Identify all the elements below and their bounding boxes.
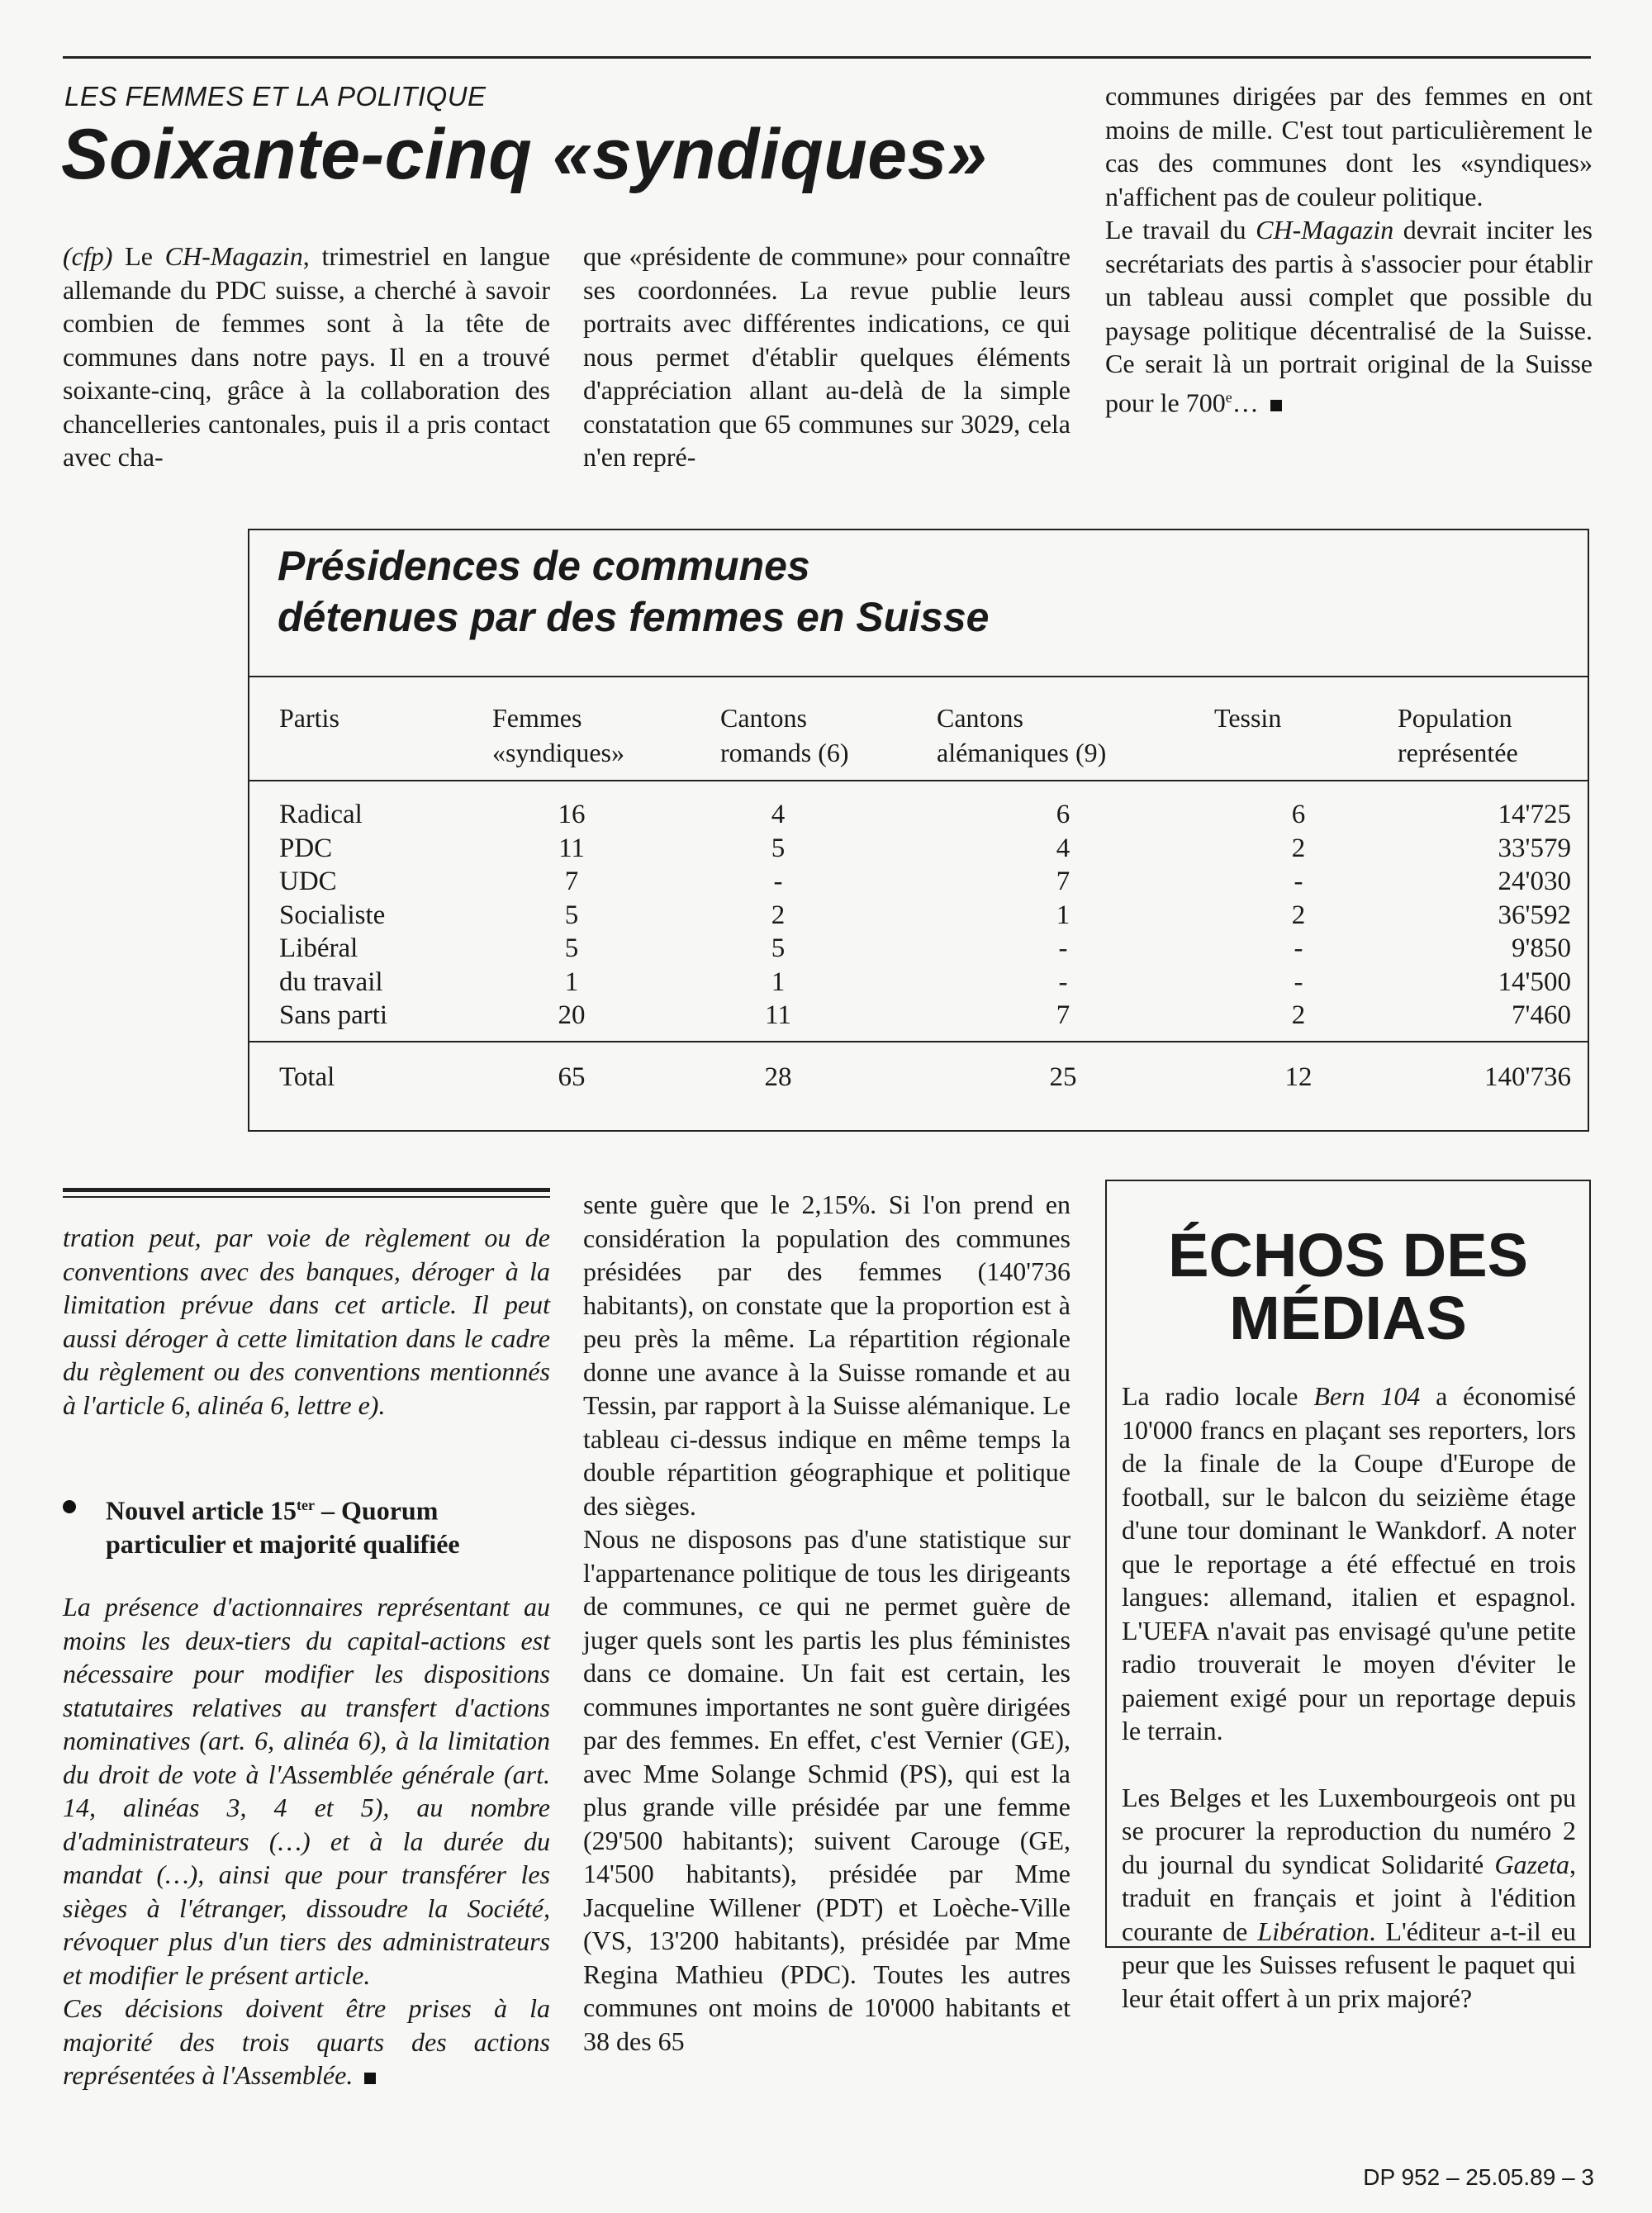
- echos-title-line-2: MÉDIAS: [1229, 1284, 1467, 1352]
- table-cell: 6: [1056, 800, 1070, 829]
- table-cell: 2: [1291, 833, 1306, 863]
- table-cell: 1: [564, 966, 579, 997]
- table-cell: 14'725: [1498, 800, 1571, 829]
- table-cell: 9'850: [1512, 933, 1571, 963]
- double-rule: [63, 1188, 550, 1199]
- table-cell: 5: [564, 900, 579, 930]
- top-rule: [63, 56, 1591, 59]
- table-title: [278, 540, 989, 643]
- party-name: Libéral: [279, 933, 358, 963]
- continuation-paragraph-1: sente guère que le 2,15%. Si l'on prend en considération la population des communes présidées par des femmes (140'736 habitants), on constate que la proportion est à peu près la même. La répartition régionale donne une avance à la Suisse romande et au Tessin, par rapport à la Suisse alémanique. Le tableau ci-dessus indique en même temps la double répartition géographique et politique des sièges.: [583, 1190, 1070, 1521]
- table-cell: 2: [1291, 900, 1306, 930]
- intro-paragraph-2: que «présidente de commune» pour connaître ses coordonnées. La revue publie leurs portraits avec différentes indications, ce qui nous permet d'établir quelques éléments d'appréciation allant au-delà de la simple constatation que 65 communes sur 3029, cela n'en repré-: [583, 241, 1070, 472]
- continuation-paragraph-2: Nous ne disposons pas d'une statistique sur l'appartenance politique de tous les dirigeants de communes, ce qui ne permet guère de juger quels sont les partis les plus féministes dans ce domaine. Un fait est certain, les communes importantes ne sont guère dirigées par des femmes. En effet, c'est Vernier (GE), avec Mme Solange Schmid (PS), qui est la plus grande ville présidée par une femme (29'500 habitants); suivent Carouge (GE, 14'500 habitants), présidée par Mme Jacqueline Willener (PDT) et Loèche-Ville (VS, 13'200 habitants), présidée par Mme Regina Mathieu (PDC). Toutes les autres communes ont moins de 10'000 habitants et 38 des 65: [583, 1524, 1070, 2056]
- column-header: Cantons alémaniques (9): [937, 703, 1107, 767]
- echos-medias-box: [1105, 1180, 1591, 2013]
- table-rule: [249, 676, 1588, 677]
- party-name: Socialiste: [279, 900, 386, 930]
- table-cell: 14'500: [1498, 966, 1571, 997]
- echos-body: [1122, 1380, 1576, 2048]
- intro-column-3: [1105, 79, 1593, 420]
- total-cell: 25: [1049, 1062, 1077, 1092]
- headline: Soixante-cinq «syndiques»: [61, 115, 988, 194]
- intro-paragraph-4: [1105, 213, 1593, 420]
- total-label: Total: [279, 1062, 335, 1092]
- text-run: , trimestriel en langue allemande du PDC suisse, a cherché à savoir combien de femmes sont à la tête de communes dans notre pays. Il en a trouvé soixante-cinq, grâce à la collaboration des chancelleries cantonales, puis il a pris contact avec cha-: [63, 241, 551, 472]
- table-cell: 5: [771, 933, 786, 963]
- magazine-name: CH-Magazin: [1256, 215, 1394, 245]
- column-header: Cantons romands (6): [720, 703, 849, 767]
- table-cell: -: [1058, 933, 1068, 963]
- kicker: LES FEMMES ET LA POLITIQUE: [64, 81, 487, 112]
- page-footer: DP 952 – 25.05.89 – 3: [1363, 2164, 1594, 2190]
- party-name: UDC: [279, 867, 337, 896]
- table-cell: 2: [1291, 1000, 1306, 1030]
- text-run: Le: [112, 241, 165, 271]
- table-cell: 20: [558, 1000, 586, 1030]
- intro-paragraph-1: [63, 240, 550, 474]
- text-run: …: [1232, 387, 1259, 418]
- bullet-heading-text: [106, 1489, 552, 1560]
- text-run: a économisé 10'000 francs en plaçant ses reporters, lors de la finale de la Coupe d'Europe de football, sur le balcon du seizième étage d'une tour dominant le Wankdorf. A noter que le reportage a été effectué en trois langues: allemand, italien et espagnol. L'UEFA n'avait pas envisagé qu'une petite radio trouverait le moyen d'éviter le paiement exigé pour un reportage depuis le terrain.: [1122, 1381, 1577, 1745]
- party-name: du travail: [279, 966, 383, 997]
- echos-paragraph-1: [1122, 1380, 1576, 1748]
- party-name: Sans parti: [279, 1000, 388, 1030]
- text-run: Les Belges et les Luxembourgeois ont pu se procurer la reproduction du numéro 2 du journal du syndicat Solidarité: [1122, 1782, 1576, 1879]
- intro-paragraph-3: communes dirigées par des femmes en ont moins de mille. C'est tout particulièrement le cas des communes dont les «syndiques» n'affichent pas de couleur politique.: [1105, 81, 1593, 211]
- law-column: [63, 1221, 550, 1422]
- table-box: [248, 529, 1589, 1132]
- table-cell: -: [773, 867, 783, 896]
- text-run: . L'éditeur a-t-il eu peur que les Suisses refusent le paquet qui leur était offert à un prix majoré?: [1122, 1916, 1577, 2013]
- total-cell: 28: [764, 1062, 792, 1092]
- table-cell: 5: [771, 833, 786, 863]
- text-run: – Quorum particulier et majorité qualifiée: [106, 1495, 460, 1559]
- table-cell: 5: [564, 933, 579, 963]
- table-cell: 16: [558, 800, 586, 829]
- law-paragraph-3: [63, 1992, 550, 2092]
- text-run: , traduit en français et joint à l'édition courante de: [1122, 1849, 1576, 1946]
- table-cell: 7: [1056, 867, 1070, 896]
- law-column-2: [63, 1590, 550, 2092]
- table-cell: -: [1294, 933, 1303, 963]
- table-cell: 6: [1291, 800, 1306, 829]
- superscript: ter: [297, 1497, 316, 1513]
- radio-name: Bern 104: [1313, 1381, 1421, 1411]
- newspaper-name: Gazeta: [1494, 1849, 1569, 1879]
- text-run: devrait inciter les secrétariats des partis à s'associer pour établir un tableau aussi complet que possible du paysage politique décentralisé de la Suisse. Ce serait là un portrait original de la Suisse pour le 700: [1105, 215, 1593, 418]
- column-header: Femmes «syndiques»: [492, 703, 624, 767]
- party-name: PDC: [279, 833, 333, 863]
- table-cell: 7: [564, 867, 579, 896]
- table-cell: 24'030: [1498, 867, 1571, 896]
- table-cell: 36'592: [1498, 900, 1571, 930]
- total-cell: 65: [558, 1062, 586, 1092]
- text-run: Le travail du: [1105, 215, 1256, 245]
- table-title-line-1: Présidences de communes: [278, 543, 810, 589]
- end-mark-icon: [1270, 400, 1282, 411]
- bullet-icon: [63, 1500, 76, 1513]
- newspaper-name: Libération: [1257, 1916, 1370, 1946]
- total-cell: 140'736: [1484, 1062, 1571, 1092]
- end-mark-icon: [364, 2073, 376, 2084]
- table-rule: [249, 780, 1588, 781]
- intro-column-2: [583, 240, 1070, 474]
- continuation-column: [583, 1188, 1070, 2058]
- table-cell: 1: [1056, 900, 1070, 930]
- table-cell: 11: [765, 1000, 791, 1030]
- column-header: Tessin: [1214, 703, 1282, 733]
- table-cell: 7'460: [1512, 1000, 1571, 1030]
- table-rule: [249, 1041, 1588, 1042]
- table-cell: 4: [771, 800, 786, 829]
- table-cell: 2: [771, 900, 786, 930]
- byline: (cfp): [63, 241, 113, 271]
- magazine-name: CH-Magazin: [164, 241, 303, 271]
- table-cell: -: [1294, 966, 1303, 997]
- table-cell: 7: [1056, 1000, 1070, 1030]
- law-paragraph-2: La présence d'actionnaires représentant au moins les deux-tiers du capital-actions est nécessaire pour modifier les dispositions statutaires relatives au transfert d'actions nominatives (art. 6, alinéa 6), à la limitation du droit de vote à l'Assemblée générale (art. 14, alinéas 3, 4 et 5), au nombre d'administrateurs (…) et à la durée du mandat (…), ainsi que pour transférer les sièges à l'étranger, dissoudre la Société, révoquer plus d'un tiers des administrateurs et modifier le présent article.: [63, 1592, 550, 1990]
- table-title-line-2: détenues par des femmes en Suisse: [278, 594, 990, 640]
- law-paragraph-1: tration peut, par voie de règlement ou de conventions avec des banques, déroger à la limitation prévue dans cet article. Il peut aussi déroger à cette limitation dans le cadre du règlement ou des conventions mentionnés à l'article 6, alinéa 6, lettre e).: [63, 1223, 550, 1420]
- echos-title-line-1: ÉCHOS DES: [1168, 1221, 1528, 1289]
- table-cell: 33'579: [1498, 833, 1571, 863]
- table-cell: -: [1294, 867, 1303, 896]
- intro-column-1: [63, 240, 550, 474]
- column-header: Population représentée: [1398, 703, 1518, 767]
- text-run: Ces décisions doivent être prises à la majorité des trois quarts des actions représentées à l'Assemblée.: [63, 1993, 550, 2090]
- echos-title: [1107, 1221, 1589, 1352]
- table-cell: -: [1058, 966, 1068, 997]
- total-cell: 12: [1284, 1062, 1313, 1092]
- text-run: Nouvel article 15: [106, 1495, 297, 1526]
- superscript: e: [1225, 388, 1232, 406]
- party-name: Radical: [279, 800, 363, 829]
- text-run: La radio locale: [1122, 1381, 1314, 1411]
- column-header: Partis: [279, 703, 339, 733]
- table-cell: 11: [558, 833, 585, 863]
- echos-paragraph-2: [1122, 1781, 1576, 2016]
- table-cell: 1: [771, 966, 786, 997]
- table-cell: 4: [1056, 833, 1070, 863]
